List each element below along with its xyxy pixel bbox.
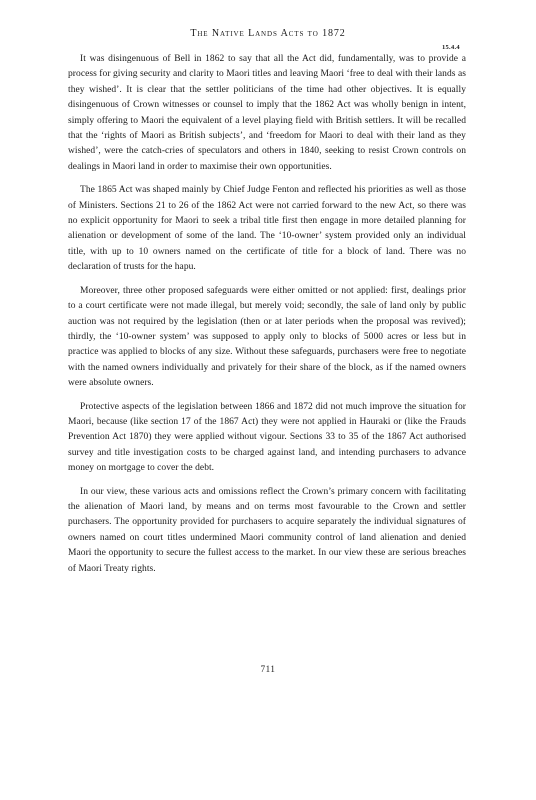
running-title: The Native Lands Acts to 1872 — [190, 28, 346, 39]
page-number: 711 — [260, 664, 276, 674]
section-number: 15.4.4 — [441, 44, 460, 51]
running-head — [0, 28, 536, 39]
paragraph-3: Moreover, three other proposed safeguards were either omitted or not applied: first, dealings prior to a court certificate were not made illegal, but merely void; secondly, the sale of land only by public auction was not required by the legislation (then or at later periods when the proposal was revived); thirdly, the ‘10-owner system’ was supposed to apply only to blocks of 5000 acres or less but in practice was applied to blocks of any size. Without these safeguards, purchasers were free to negotiate with the named owners individually and privately for their share of the block, as if the named owners were absolute owners. — [68, 285, 466, 389]
paragraph-5: In our view, these various acts and omissions reflect the Crown’s primary concern with facilitating the alienation of Maori land, by means and on terms most favourable to the Crown and settler purchasers. The opportunity provided for purchasers to acquire separately the individual signatures of owners named on court titles undermined Maori community control of land alienation and denied Maori the opportunity to secure the fullest access to the market. In our view these are serious breaches of Maori Treaty rights. — [68, 486, 466, 574]
paragraph-4: Protective aspects of the legislation between 1866 and 1872 did not much improve the situation for Maori, because (like section 17 of the 1867 Act) they were not applied in Hauraki or (like the Frauds Prevention Act 1870) they were applied without vigour. Sections 33 to 35 of the 1867 Act authorised survey and title investigation costs to be charged against land, and intending purchasers to advance money on mortgage to cover the debt. — [68, 401, 466, 474]
body-text — [68, 52, 466, 585]
paragraph-2: The 1865 Act was shaped mainly by Chief Judge Fenton and reflected his priorities as well as those of Ministers. Sections 21 to 26 of the 1862 Act were not carried forward to the new Act, so there was no explicit opportunity for Maori to seek a tribal title first then engage in more detailed planning for alienation or development of some of the land. The ‘10-owner’ system provided only an individual title, with up to 10 owners named on the certificate of title for a block of land. There was no declaration of trusts for the hapu. — [68, 185, 466, 273]
paragraph-1: It was disingenuous of Bell in 1862 to say that all the Act did, fundamentally, was to provide a process for giving security and clarity to Maori titles and leaving Maori ‘free to deal with their lands as they wished’. It is clear that the settler politicians of the time had other objectives. It is equally disingenuous of Crown witnesses or counsel to imply that the 1862 Act was wholly benign in intent, simply offering to Maori the equivalent of a level playing field with British settlers. It will be recalled that the ‘rights of Maori as British subjects’, and ‘freedom for Maori to deal with their land as they wished’, were the catch-cries of speculators and others in 1840, seeking to resist Crown controls on dealings in Maori land in order to maximise their own opportunities. — [68, 54, 466, 172]
